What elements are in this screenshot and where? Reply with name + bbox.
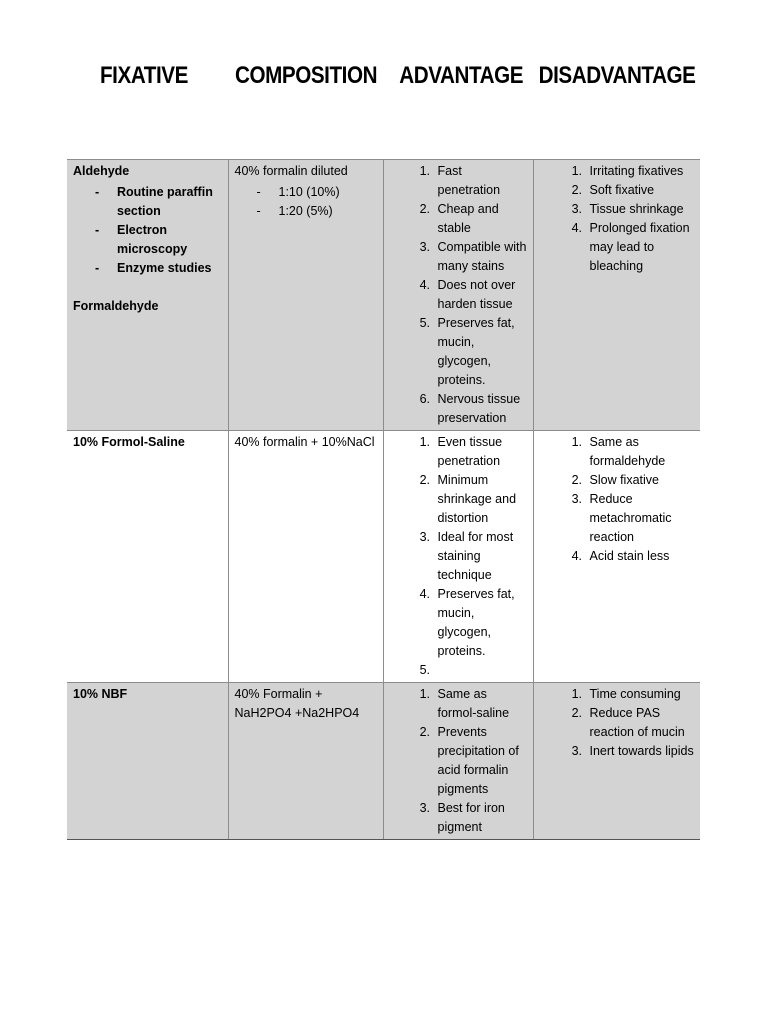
fixative-title: 10% Formol-Saline [73,435,185,449]
list-item: 3. Ideal for most staining technique [434,528,527,585]
heading-advantage: ADVANTAGE [399,62,524,89]
list-item: 2. Cheap and stable [434,200,527,238]
list-item: 1. Fast penetration [434,162,527,200]
fixative-title: 10% NBF [73,687,128,701]
column-headings [100,62,696,96]
list-item: 3. Reduce metachromatic reaction [586,490,695,547]
list-item: 1. Time consuming [586,685,695,704]
disadvantage-cell [533,431,700,683]
list-item: 3. Tissue shrinkage [586,200,695,219]
list-item: - Enzyme studies [95,259,222,278]
disadvantage-cell [533,683,700,840]
advantage-list [390,433,527,680]
composition-text: 40% formalin + 10%NaCl [234,435,375,449]
heading-disadvantage: DISADVANTAGE [538,62,696,89]
table-row-nbf [67,683,700,840]
fixative-cell [67,160,228,431]
fixative-cell [67,683,228,840]
list-item: 4. Acid stain less [586,547,695,566]
list-item: 4. Prolonged fixation may lead to bleaching [586,219,695,276]
advantage-cell [383,431,533,683]
list-item: 3. Best for iron pigment [434,799,527,837]
list-item: 2. Soft fixative [586,181,695,200]
disadvantage-cell [533,160,700,431]
list-item: 3. Inert towards lipids [586,742,695,761]
list-item: 2. Prevents precipitation of acid formalin pigments [434,723,527,799]
list-item: 2. Reduce PAS reaction of mucin [586,704,695,742]
dilution-list [235,183,377,221]
list-item: - Electron microscopy [95,221,222,259]
list-item: 1. Even tissue penetration [434,433,527,471]
composition-text: 40% formalin diluted [234,164,348,178]
fixative-title: Aldehyde [73,164,130,178]
advantage-list [390,162,527,428]
list-item: - 1:10 (10%) [257,183,377,202]
list-item: 5. Preserves fat, mucin, glycogen, proteins. [434,314,527,390]
advantage-cell [383,160,533,431]
composition-cell [228,431,383,683]
heading-composition: COMPOSITION [235,62,378,89]
advantage-list [390,685,527,837]
heading-fixative: FIXATIVE [100,62,188,89]
composition-cell [228,160,383,431]
composition-text: 40% Formalin + NaH2PO4 +Na2HPO4 [234,687,360,720]
list-item [434,661,527,680]
list-item: 1. Same as formaldehyde [586,433,695,471]
table-row-aldehyde [67,160,700,431]
fixatives-table [67,159,700,840]
uses-list [73,183,222,278]
advantage-cell [383,683,533,840]
list-item: 2. Minimum shrinkage and distortion [434,471,527,528]
composition-cell [228,683,383,840]
list-item: 3. Compatible with many stains [434,238,527,276]
disadvantage-list [540,433,695,566]
list-item: - Routine paraffin section [95,183,222,221]
list-item: 1. Same as formol-saline [434,685,527,723]
disadvantage-list [540,162,695,276]
list-item: - 1:20 (5%) [257,202,377,221]
list-item: 4. Does not over harden tissue [434,276,527,314]
list-item: 6. Nervous tissue preservation [434,390,527,428]
fixative-subtitle: Formaldehyde [73,299,159,313]
fixative-cell [67,431,228,683]
list-item: 2. Slow fixative [586,471,695,490]
list-item: 1. Irritating fixatives [586,162,695,181]
list-item: 4. Preserves fat, mucin, glycogen, proteins. [434,585,527,661]
table-row-formol-saline [67,431,700,683]
disadvantage-list [540,685,695,761]
